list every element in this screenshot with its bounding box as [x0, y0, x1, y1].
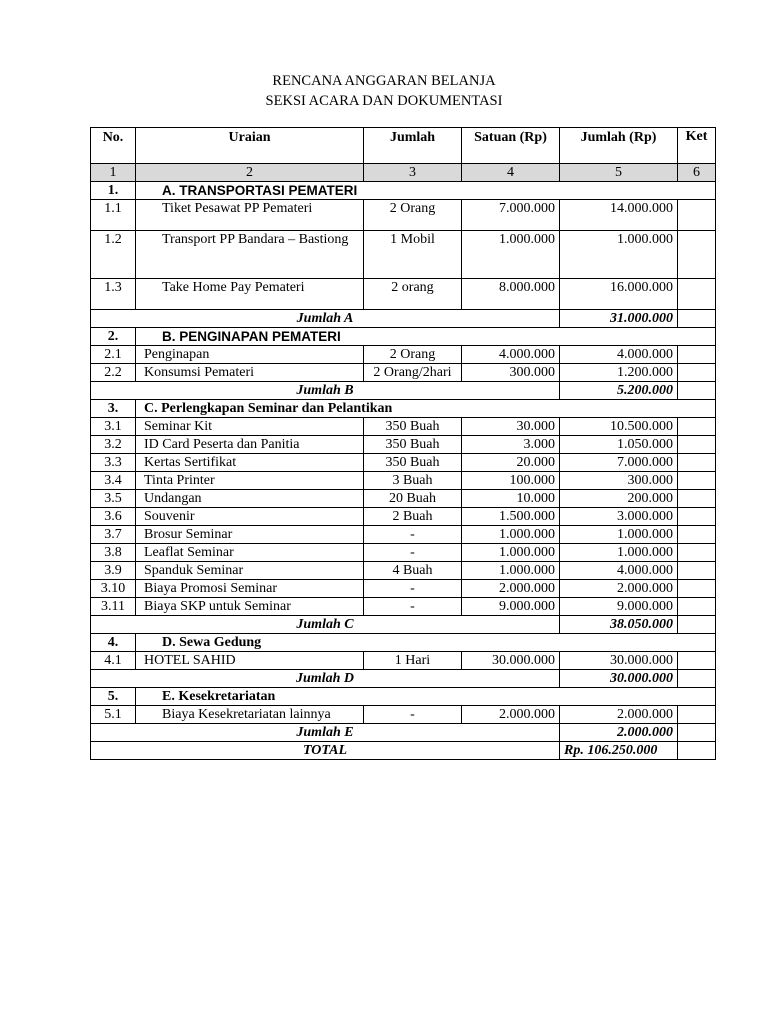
item-jumlah: 350 Buah — [364, 418, 462, 436]
item-jumlah: 1 Hari — [364, 652, 462, 670]
item-no: 3.10 — [91, 580, 136, 598]
table-row — [91, 472, 716, 490]
item-satuan: 2.000.000 — [462, 580, 560, 598]
document-subtitle: SEKSI ACARA DAN DOKUMENTASI — [265, 93, 503, 109]
header-ket: Ket — [678, 128, 716, 164]
item-uraian: Take Home Pay Pemateri — [136, 279, 364, 310]
table-row — [91, 454, 716, 472]
subtotal-value: 30.000.000 — [560, 670, 678, 688]
budget-table — [90, 127, 716, 760]
total-label: TOTAL — [91, 742, 560, 760]
index-cell: 4 — [462, 164, 560, 182]
subtotal-ket — [678, 670, 716, 688]
subtotal-label: Jumlah A — [91, 310, 560, 328]
subtotal-label: Jumlah D — [91, 670, 560, 688]
section-no: 3. — [91, 400, 136, 418]
table-row — [91, 562, 716, 580]
item-satuan: 8.000.000 — [462, 279, 560, 310]
item-uraian: Seminar Kit — [136, 418, 364, 436]
item-jumlah: 350 Buah — [364, 454, 462, 472]
item-jumlah: - — [364, 580, 462, 598]
item-ket — [678, 231, 716, 279]
index-cell: 6 — [678, 164, 716, 182]
item-no: 3.6 — [91, 508, 136, 526]
item-ket — [678, 652, 716, 670]
item-uraian: Kertas Sertifikat — [136, 454, 364, 472]
item-no: 3.3 — [91, 454, 136, 472]
document-title: RENCANA ANGGARAN BELANJA — [272, 73, 496, 89]
table-row — [91, 279, 716, 310]
item-no: 1.3 — [91, 279, 136, 310]
subtotal-label: Jumlah E — [91, 724, 560, 742]
item-ket — [678, 490, 716, 508]
item-ket — [678, 706, 716, 724]
item-satuan: 1.500.000 — [462, 508, 560, 526]
item-no: 5.1 — [91, 706, 136, 724]
item-ket — [678, 279, 716, 310]
header-uraian: Uraian — [136, 128, 364, 164]
section-title: C. Perlengkapan Seminar dan Pelantikan — [136, 400, 716, 418]
table-row — [91, 200, 716, 231]
subtotal-value: 5.200.000 — [560, 382, 678, 400]
subtotal-value: 2.000.000 — [560, 724, 678, 742]
item-ket — [678, 562, 716, 580]
item-satuan: 9.000.000 — [462, 598, 560, 616]
item-ket — [678, 598, 716, 616]
table-row — [91, 231, 716, 279]
table-row — [91, 526, 716, 544]
item-jumlah: 2 Orang — [364, 200, 462, 231]
item-jumlah: 2 Buah — [364, 508, 462, 526]
item-ket — [678, 418, 716, 436]
item-satuan: 4.000.000 — [462, 346, 560, 364]
subtotal-value: 31.000.000 — [560, 310, 678, 328]
table-row — [91, 490, 716, 508]
item-total: 30.000.000 — [560, 652, 678, 670]
item-no: 3.11 — [91, 598, 136, 616]
table-row — [91, 652, 716, 670]
item-no: 3.4 — [91, 472, 136, 490]
item-satuan: 30.000.000 — [462, 652, 560, 670]
item-total: 7.000.000 — [560, 454, 678, 472]
item-no: 1.2 — [91, 231, 136, 279]
item-uraian: Tinta Printer — [136, 472, 364, 490]
item-total: 16.000.000 — [560, 279, 678, 310]
item-jumlah: 2 Orang/2hari — [364, 364, 462, 382]
table-row — [91, 508, 716, 526]
item-satuan: 10.000 — [462, 490, 560, 508]
item-jumlah: 1 Mobil — [364, 231, 462, 279]
item-no: 3.8 — [91, 544, 136, 562]
index-cell: 5 — [560, 164, 678, 182]
item-jumlah: 2 Orang — [364, 346, 462, 364]
section-no: 2. — [91, 328, 136, 346]
item-no: 3.9 — [91, 562, 136, 580]
item-jumlah: - — [364, 706, 462, 724]
item-total: 14.000.000 — [560, 200, 678, 231]
item-no: 2.1 — [91, 346, 136, 364]
item-uraian: Leaflat Seminar — [136, 544, 364, 562]
subtotal-ket — [678, 382, 716, 400]
table-row — [91, 580, 716, 598]
total-ket — [678, 742, 716, 760]
item-uraian: Transport PP Bandara – Bastiong — [136, 231, 364, 279]
section-row — [91, 634, 716, 652]
item-total: 200.000 — [560, 490, 678, 508]
header-no: No. — [91, 128, 136, 164]
item-total: 1.200.000 — [560, 364, 678, 382]
section-no: 1. — [91, 182, 136, 200]
item-uraian: ID Card Peserta dan Panitia — [136, 436, 364, 454]
item-total: 4.000.000 — [560, 346, 678, 364]
item-total: 1.050.000 — [560, 436, 678, 454]
item-ket — [678, 200, 716, 231]
table-row — [91, 598, 716, 616]
table-row — [91, 346, 716, 364]
item-total: 2.000.000 — [560, 580, 678, 598]
header-jumlah-rp: Jumlah (Rp) — [560, 128, 678, 164]
item-ket — [678, 454, 716, 472]
section-row — [91, 328, 716, 346]
item-uraian: Undangan — [136, 490, 364, 508]
item-no: 3.5 — [91, 490, 136, 508]
item-jumlah: - — [364, 526, 462, 544]
item-total: 1.000.000 — [560, 231, 678, 279]
section-title: A. TRANSPORTASI PEMATERI — [136, 182, 716, 200]
item-jumlah: 350 Buah — [364, 436, 462, 454]
section-row — [91, 688, 716, 706]
section-title: D. Sewa Gedung — [136, 634, 716, 652]
item-jumlah: 4 Buah — [364, 562, 462, 580]
subtotal-row — [91, 670, 716, 688]
item-no: 3.2 — [91, 436, 136, 454]
item-no: 3.7 — [91, 526, 136, 544]
item-satuan: 1.000.000 — [462, 231, 560, 279]
item-ket — [678, 508, 716, 526]
subtotal-label: Jumlah C — [91, 616, 560, 634]
section-row — [91, 182, 716, 200]
item-no: 1.1 — [91, 200, 136, 231]
item-satuan: 1.000.000 — [462, 562, 560, 580]
header-row — [91, 128, 716, 164]
section-title: E. Kesekretariatan — [136, 688, 716, 706]
item-total: 10.500.000 — [560, 418, 678, 436]
subtotal-row — [91, 382, 716, 400]
item-total: 3.000.000 — [560, 508, 678, 526]
item-no: 2.2 — [91, 364, 136, 382]
item-total: 9.000.000 — [560, 598, 678, 616]
item-ket — [678, 526, 716, 544]
total-value: Rp. 106.250.000 — [560, 742, 678, 760]
item-ket — [678, 580, 716, 598]
item-satuan: 1.000.000 — [462, 544, 560, 562]
item-satuan: 7.000.000 — [462, 200, 560, 231]
section-title: B. PENGINAPAN PEMATERI — [136, 328, 716, 346]
item-uraian: Biaya Promosi Seminar — [136, 580, 364, 598]
section-no: 4. — [91, 634, 136, 652]
item-ket — [678, 436, 716, 454]
item-no: 4.1 — [91, 652, 136, 670]
table-row — [91, 436, 716, 454]
item-satuan: 20.000 — [462, 454, 560, 472]
item-no: 3.1 — [91, 418, 136, 436]
index-cell: 1 — [91, 164, 136, 182]
item-total: 2.000.000 — [560, 706, 678, 724]
item-ket — [678, 364, 716, 382]
section-row — [91, 400, 716, 418]
item-total: 1.000.000 — [560, 526, 678, 544]
item-uraian: HOTEL SAHID — [136, 652, 364, 670]
item-total: 1.000.000 — [560, 544, 678, 562]
subtotal-ket — [678, 310, 716, 328]
subtotal-ket — [678, 616, 716, 634]
subtotal-row — [91, 310, 716, 328]
table-row — [91, 418, 716, 436]
item-uraian: Tiket Pesawat PP Pemateri — [136, 200, 364, 231]
item-uraian: Konsumsi Pemateri — [136, 364, 364, 382]
item-jumlah: 3 Buah — [364, 472, 462, 490]
table-row — [91, 706, 716, 724]
item-ket — [678, 472, 716, 490]
item-uraian: Spanduk Seminar — [136, 562, 364, 580]
item-ket — [678, 544, 716, 562]
item-uraian: Brosur Seminar — [136, 526, 364, 544]
item-satuan: 30.000 — [462, 418, 560, 436]
item-uraian: Biaya Kesekretariatan lainnya — [136, 706, 364, 724]
subtotal-row — [91, 616, 716, 634]
total-row — [91, 742, 716, 760]
item-uraian: Penginapan — [136, 346, 364, 364]
subtotal-ket — [678, 724, 716, 742]
subtotal-value: 38.050.000 — [560, 616, 678, 634]
header-jumlah: Jumlah — [364, 128, 462, 164]
subtotal-row — [91, 724, 716, 742]
item-uraian: Biaya SKP untuk Seminar — [136, 598, 364, 616]
item-jumlah: - — [364, 544, 462, 562]
item-satuan: 100.000 — [462, 472, 560, 490]
index-row — [91, 164, 716, 182]
item-jumlah: 2 orang — [364, 279, 462, 310]
section-no: 5. — [91, 688, 136, 706]
subtotal-label: Jumlah B — [91, 382, 560, 400]
table-row — [91, 364, 716, 382]
item-satuan: 2.000.000 — [462, 706, 560, 724]
item-total: 300.000 — [560, 472, 678, 490]
item-total: 4.000.000 — [560, 562, 678, 580]
item-uraian: Souvenir — [136, 508, 364, 526]
table-row — [91, 544, 716, 562]
item-satuan: 300.000 — [462, 364, 560, 382]
item-ket — [678, 346, 716, 364]
index-cell: 2 — [136, 164, 364, 182]
header-satuan: Satuan (Rp) — [462, 128, 560, 164]
item-satuan: 1.000.000 — [462, 526, 560, 544]
item-satuan: 3.000 — [462, 436, 560, 454]
index-cell: 3 — [364, 164, 462, 182]
item-jumlah: 20 Buah — [364, 490, 462, 508]
item-jumlah: - — [364, 598, 462, 616]
